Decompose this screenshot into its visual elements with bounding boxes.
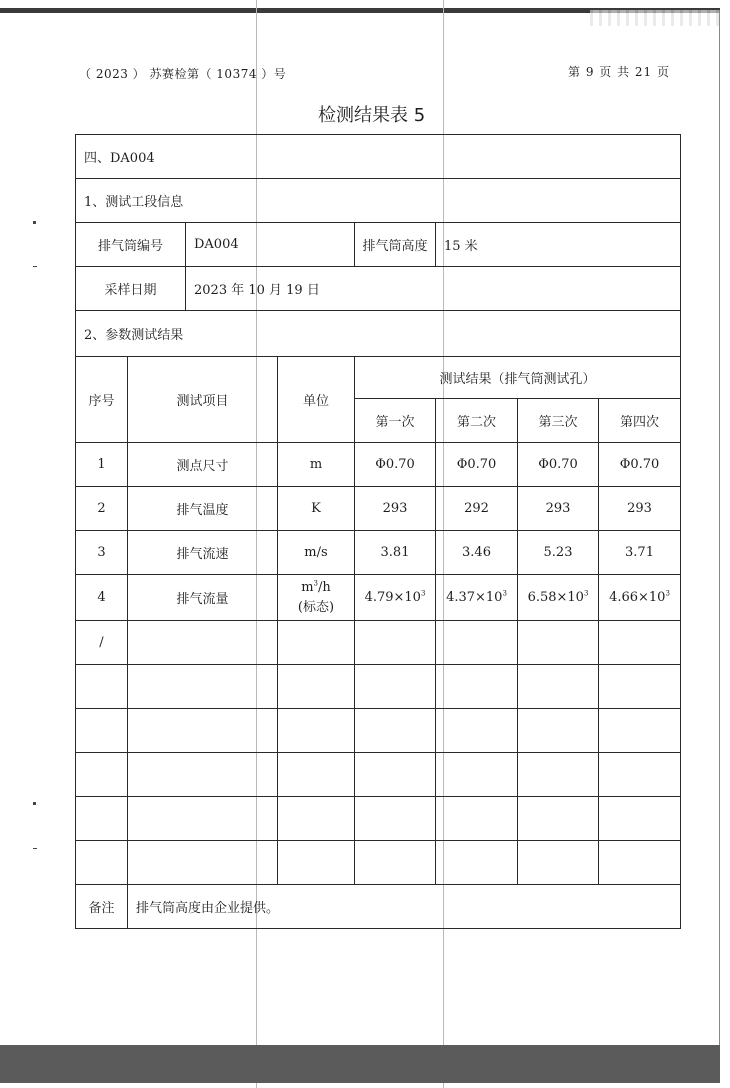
row-seq: 4	[76, 575, 128, 621]
table-row	[76, 709, 681, 753]
table-row	[76, 753, 681, 797]
table-row	[76, 487, 681, 531]
table-row	[76, 665, 681, 709]
stack-id-value: DA004	[186, 223, 355, 267]
row-item: 排气流速	[128, 531, 278, 575]
header-seq: 序号	[76, 357, 128, 443]
row-value: 292	[436, 487, 518, 531]
table-row	[76, 797, 681, 841]
row-value	[518, 621, 599, 665]
table-row	[76, 621, 681, 665]
header-item: 测试项目	[128, 357, 278, 443]
value-base: 4.66×10	[609, 590, 666, 605]
row-value: Φ0.70	[599, 443, 681, 487]
row-value: 293	[518, 487, 599, 531]
row-value: Φ0.70	[518, 443, 599, 487]
row-seq: /	[76, 621, 128, 665]
unit-exponent: 3	[313, 579, 319, 588]
sample-date-label: 采样日期	[76, 267, 186, 311]
row-value	[355, 575, 436, 621]
value-exponent: 3	[420, 589, 426, 598]
stack-height-value: 15 米	[436, 223, 681, 267]
row-value	[599, 621, 681, 665]
row-unit: m	[278, 443, 355, 487]
document-number: （ 2023 ） 苏赛检第（ 10374 ）号	[79, 67, 287, 81]
section-one-label: 1、测试工段信息	[76, 179, 681, 223]
row-unit: K	[278, 487, 355, 531]
row-value: 3.71	[599, 531, 681, 575]
results-table-wrapper	[75, 134, 681, 929]
row-item: 测点尺寸	[128, 443, 278, 487]
row-unit: m/s	[278, 531, 355, 575]
unit-main: m	[301, 579, 314, 595]
row-item: 排气流量	[128, 575, 278, 621]
value-exponent: 3	[502, 589, 507, 598]
table-row	[76, 841, 681, 885]
row-seq: 1	[76, 443, 128, 487]
scan-bottom-edge	[0, 1045, 720, 1083]
header-run-4: 第四次	[599, 399, 681, 443]
row-value	[436, 621, 518, 665]
row-value	[518, 575, 599, 621]
row-value: 3.81	[355, 531, 436, 575]
value-base: 4.37×10	[446, 590, 503, 605]
unit-tail: /h	[318, 579, 331, 595]
row-unit	[278, 621, 355, 665]
header-result-group: 测试结果（排气筒测试孔）	[355, 357, 681, 399]
row-seq: 3	[76, 531, 128, 575]
row-unit	[278, 575, 355, 621]
header-run-3: 第三次	[518, 399, 599, 443]
scan-speck	[33, 802, 36, 805]
row-value: 5.23	[518, 531, 599, 575]
row-item	[128, 621, 278, 665]
row-value: Φ0.70	[355, 443, 436, 487]
row-value: 3.46	[436, 531, 518, 575]
results-table	[75, 134, 681, 929]
row-seq: 2	[76, 487, 128, 531]
page-indicator: 第 9 页 共 21 页	[568, 65, 670, 79]
table-row	[76, 531, 681, 575]
section-four-label: 四、DA004	[76, 135, 681, 179]
header-run-1: 第一次	[355, 399, 436, 443]
stack-id-label: 排气筒编号	[76, 223, 186, 267]
row-item: 排气温度	[128, 487, 278, 531]
scan-speck	[33, 221, 36, 224]
stack-height-label: 排气筒高度	[355, 223, 436, 267]
remarks-label: 备注	[76, 885, 128, 929]
header-run-2: 第二次	[436, 399, 518, 443]
page-title: 检测结果表 5	[318, 105, 426, 126]
value-base: 4.79×10	[364, 590, 421, 605]
table-row	[76, 443, 681, 487]
row-value	[436, 575, 518, 621]
row-value: 293	[599, 487, 681, 531]
table-row	[76, 575, 681, 621]
row-value	[599, 575, 681, 621]
value-exponent: 3	[583, 589, 589, 598]
row-value: Φ0.70	[436, 443, 518, 487]
value-exponent: 3	[665, 589, 670, 598]
scan-noise	[590, 10, 720, 26]
scan-right-edge	[719, 10, 720, 1045]
section-two-label: 2、参数测试结果	[76, 311, 681, 357]
sample-date-value: 2023 年 10 月 19 日	[186, 267, 681, 311]
row-value: 293	[355, 487, 436, 531]
scan-speck	[33, 266, 37, 267]
header-unit: 单位	[278, 357, 355, 443]
value-base: 6.58×10	[527, 590, 584, 605]
remarks-text: 排气筒高度由企业提供。	[128, 885, 681, 929]
row-value	[355, 621, 436, 665]
unit-note: (标态)	[297, 599, 335, 615]
scan-speck	[33, 848, 37, 849]
